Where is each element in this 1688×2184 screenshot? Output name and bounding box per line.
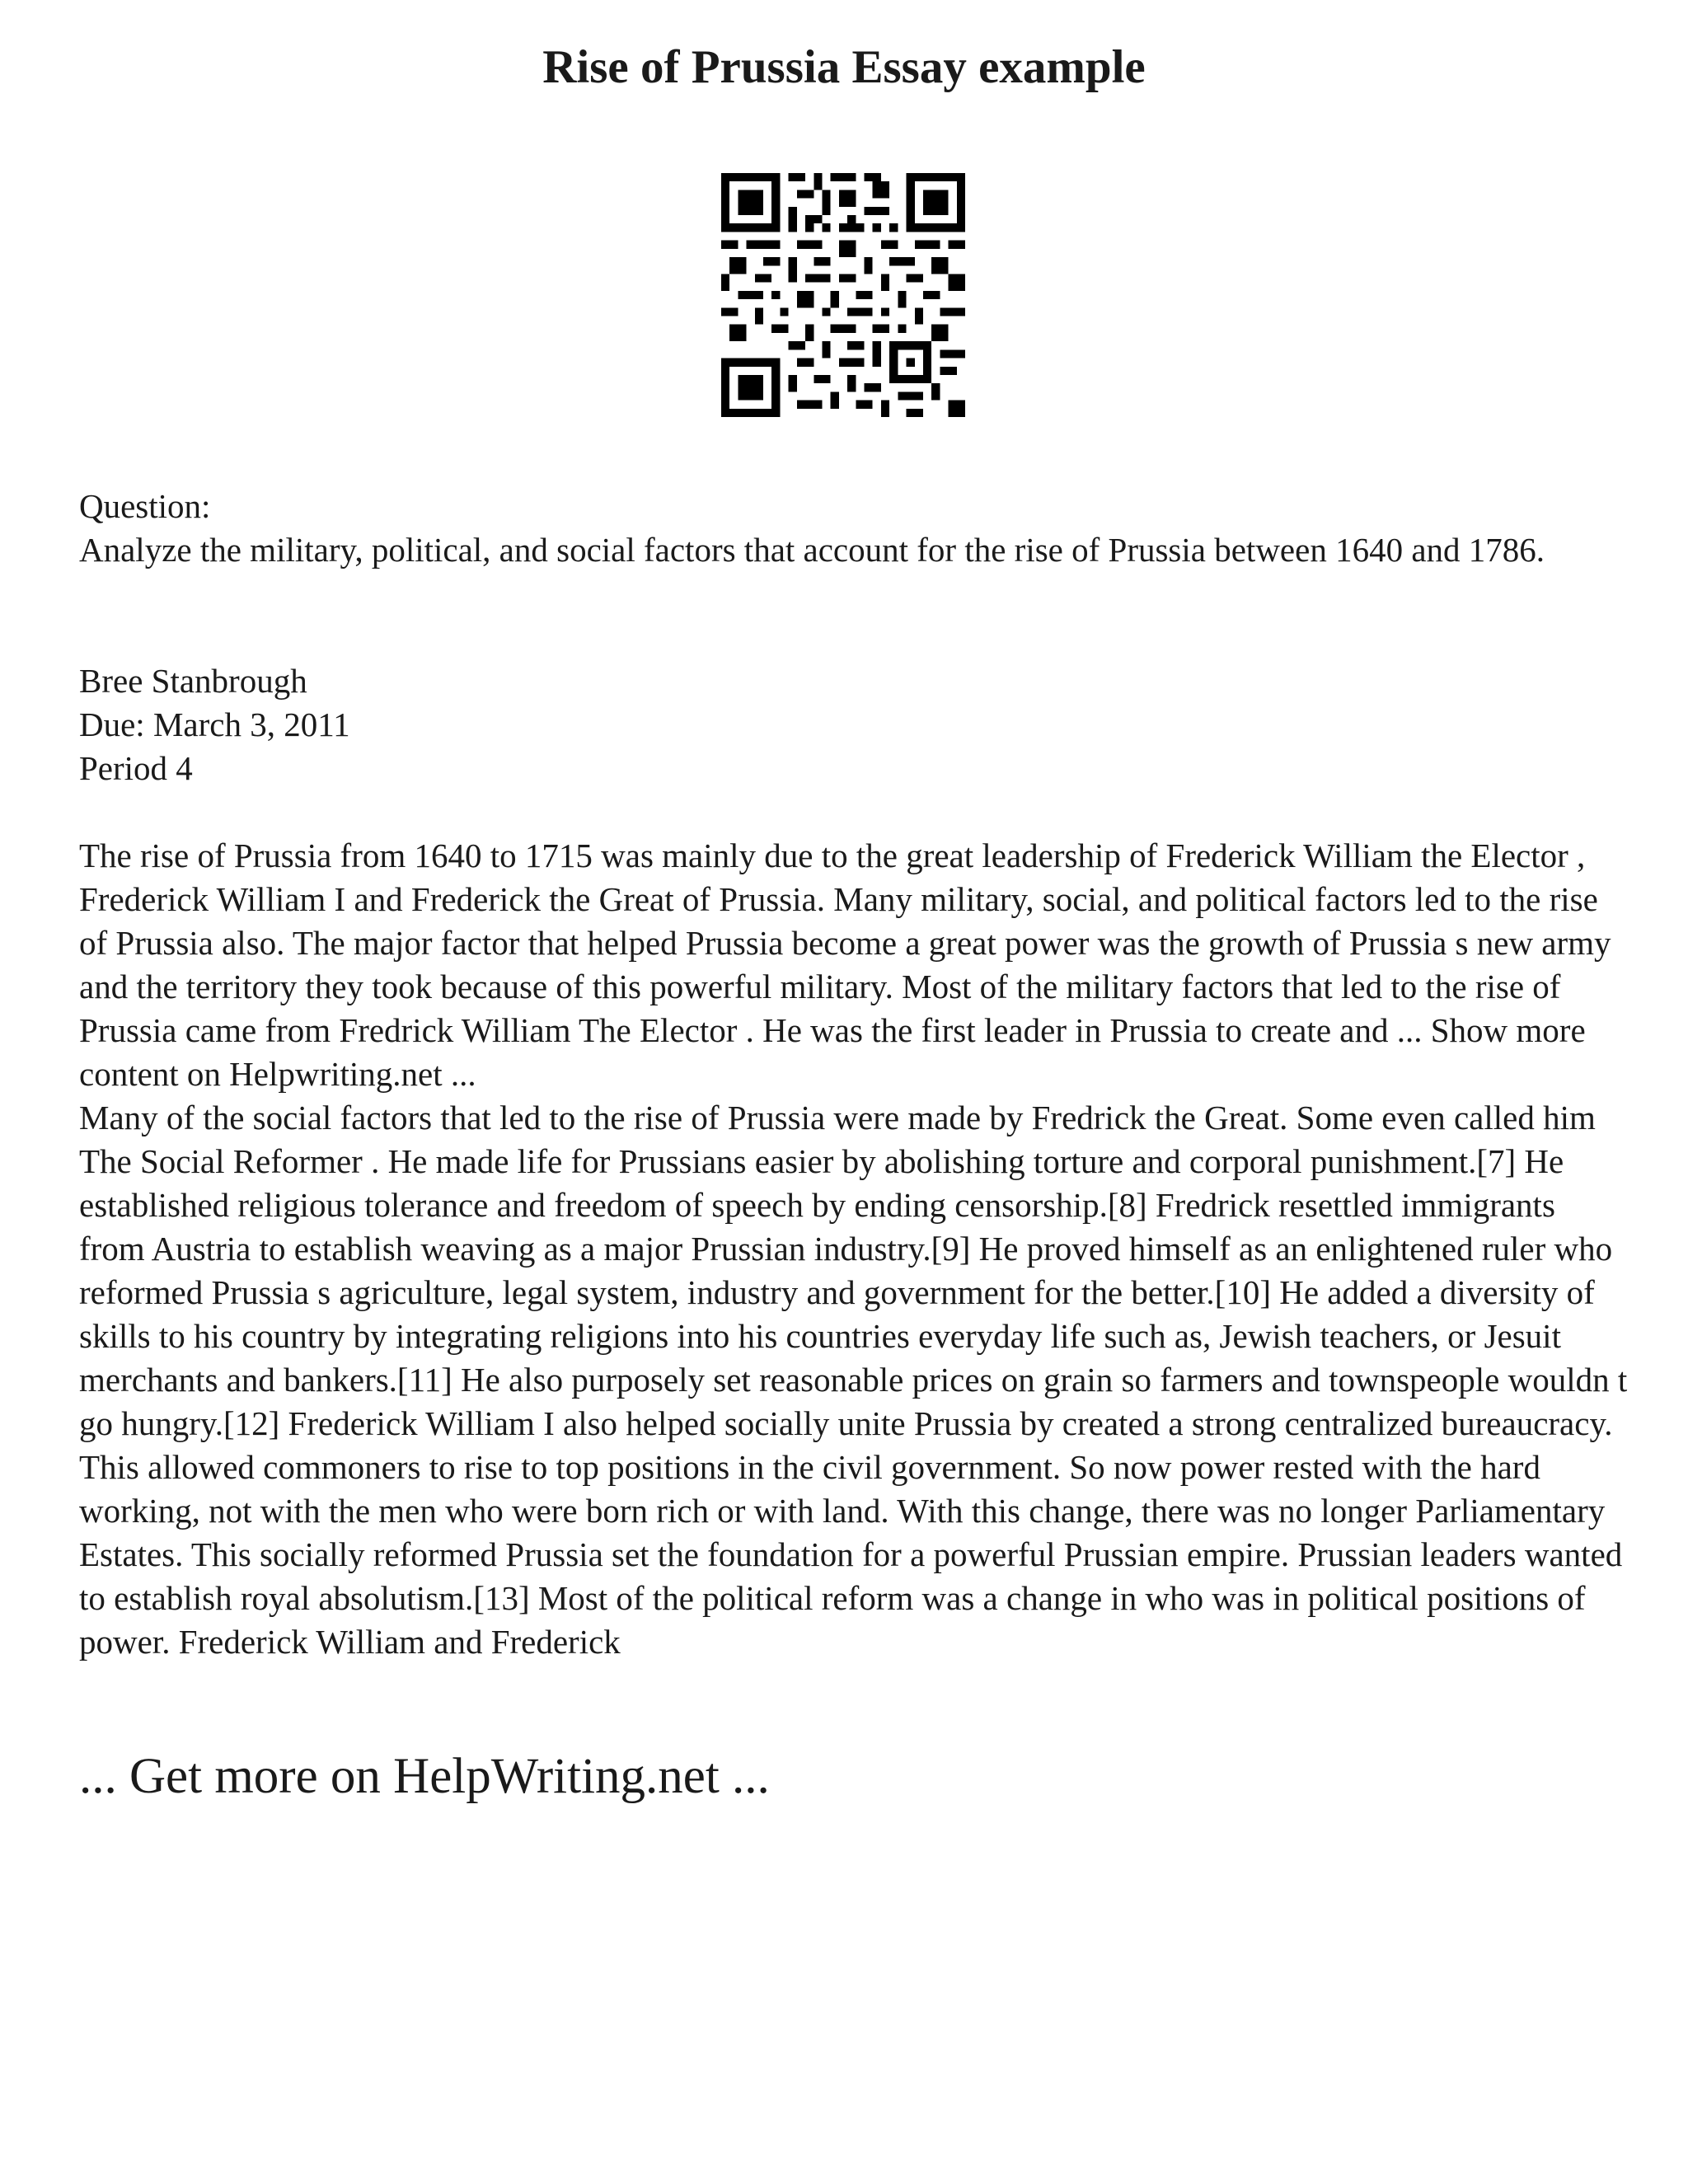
qr-code-icon: [721, 173, 965, 417]
essay-paragraph-2: Many of the social factors that led to the rise of Prussia were made by Fredrick the Great. Some even called him The Social Reformer . He made life for Prussians easier by abolishing torture and corporal punishment.[7] He established religious tolerance and freedom of speech by ending censorship.[8] Fredrick resettled immigrants from Austria to establish weaving as a major Prussian industry.[9] He proved himself as an enlightened ruler who reformed Prussia s agriculture, legal system, industry and government for the better.[10] He added a diversity of skills to his country by integrating religions into his countries everyday life such as, Jewish teachers, or Jesuit merchants and bankers.[11] He also purposely set reasonable prices on grain so farmers and townspeople wouldn t go hungry.[12] Frederick William I also helped socially unite Prussia by created a strong centralized bureaucracy. This allowed commoners to rise to top positions in the civil government. So now power rested with the hard working, not with the men who were born rich or with land. With this change, there was no longer Parliamentary Estates. This socially reformed Prussia set the foundation for a powerful Prussian empire. Prussian leaders wanted to establish royal absolutism.[13] Most of the political reform was a change in who was in political positions of power. Frederick William and Frederick: [79, 1099, 1628, 1661]
page-title: Rise of Prussia Essay example: [542, 41, 1146, 93]
due-date: Due: March 3, 2011: [79, 705, 350, 743]
question-text: Analyze the military, political, and social factors that account for the rise of Prussia between 1640 and 1786.: [79, 531, 1545, 569]
question-label: Question:: [79, 487, 211, 525]
class-period: Period 4: [79, 749, 193, 787]
get-more-link[interactable]: ... Get more on HelpWriting.net ...: [79, 1749, 770, 1804]
author-name: Bree Stanbrough: [79, 662, 307, 700]
essay-paragraph-1: The rise of Prussia from 1640 to 1715 was mainly due to the great leadership of Frederick William the Elector , Frederick William I and Frederick the Great of Prussia. Many military, social, and political factors led to the rise of Prussia also. The major factor that helped Prussia become a great power was the growth of Prussia s new army and the territory they took because of this powerful military. Most of the military factors that led to the rise of Prussia came from Fredrick William The Elector . He was the first leader in Prussia to create and ... Show more content on Helpwriting.net ...: [79, 837, 1611, 1093]
